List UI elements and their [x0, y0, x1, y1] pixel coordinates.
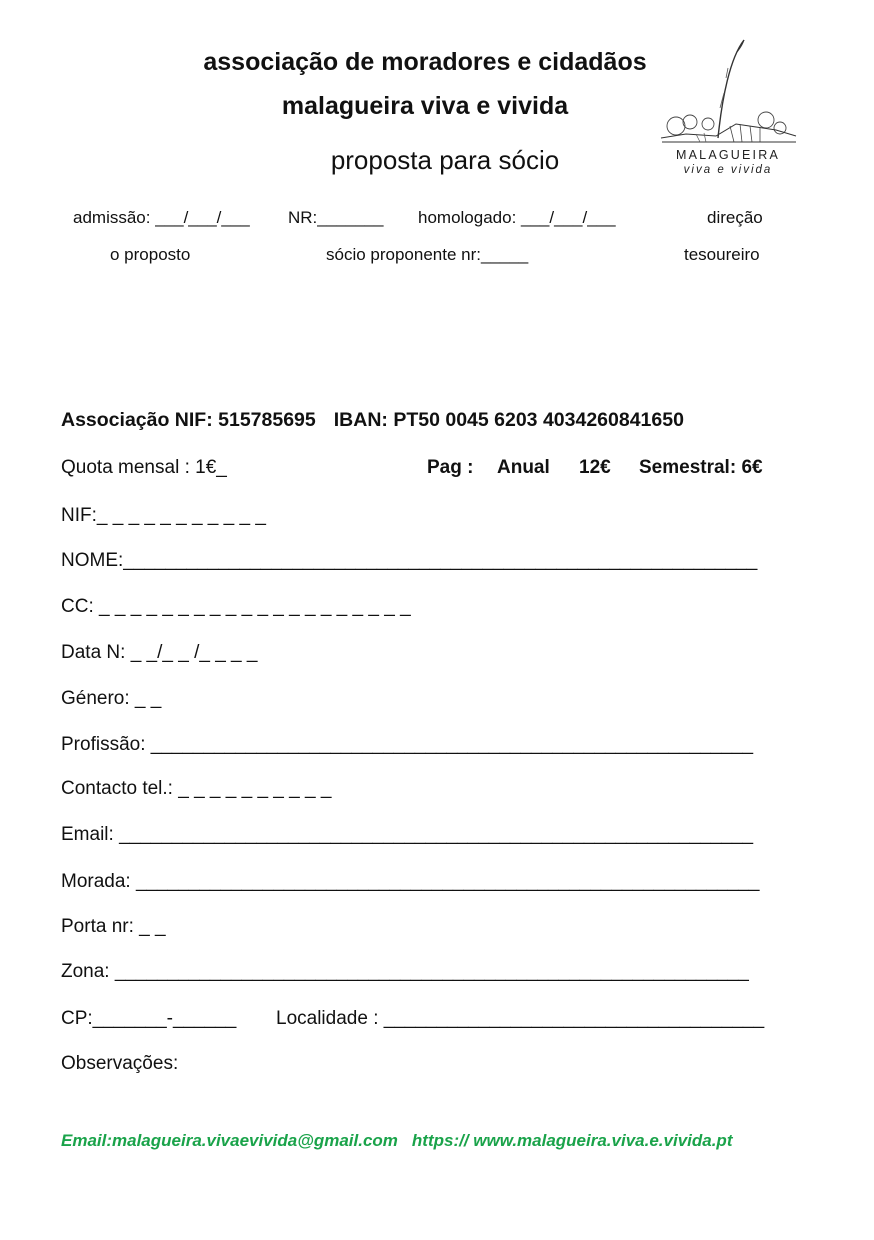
logo-wordmark: MALAGUEIRA: [676, 148, 780, 162]
association-nif-iban: [61, 409, 684, 432]
cp-field[interactable]: CP:_______-______: [61, 1008, 237, 1029]
zona-field[interactable]: Zona: ____________________________________________________________: [61, 961, 749, 982]
porta-nr-field[interactable]: Porta nr: _ _: [61, 916, 166, 937]
contacto-tel-field[interactable]: Contacto tel.: _ _ _ _ _ _ _ _ _ _: [61, 778, 332, 799]
association-iban: IBAN: PT50 0045 6203 4034260841650: [333, 409, 684, 431]
direcao-label: direção: [707, 208, 763, 227]
association-nif: Associação NIF: 515785695: [61, 409, 316, 431]
email-field[interactable]: Email: ____________________________________________________________: [61, 824, 754, 845]
association-title-line2: malagueira viva e vivida: [281, 92, 569, 120]
semestral-label: Semestral: 6€: [639, 457, 763, 478]
cc-field[interactable]: CC: _ _ _ _ _ _ _ _ _ _ _ _ _ _ _ _ _ _ _ _: [61, 596, 411, 617]
genero-field[interactable]: Género: _ _: [61, 688, 162, 709]
footer-website-link[interactable]: https:// www.malagueira.viva.e.vivida.pt: [411, 1131, 733, 1150]
footer-email-link[interactable]: Email:malagueira.vivaevivida@gmail.com: [61, 1131, 398, 1150]
pag-label: Pag :: [427, 457, 474, 478]
logo-tagline: viva e vivida: [683, 164, 773, 176]
homologado-field: homologado: ___/___/___: [418, 208, 616, 227]
malagueira-logo: [656, 38, 800, 180]
nome-field[interactable]: NOME:____________________________________________________________: [61, 550, 758, 571]
footer-contact: [61, 1131, 732, 1151]
nif-field[interactable]: NIF:_ _ _ _ _ _ _ _ _ _ _: [61, 505, 266, 526]
quota-mensal-field: Quota mensal : 1€_: [61, 457, 227, 478]
morada-field[interactable]: Morada: ___________________________________________________________: [61, 871, 760, 892]
anual-label: Anual: [497, 457, 550, 478]
association-title-line1: associação de moradores e cidadãos: [203, 48, 647, 76]
data-nascimento-field[interactable]: Data N: _ _/_ _ /_ _ _ _: [61, 642, 258, 663]
profissao-field[interactable]: Profissão: _________________________________________________________: [61, 734, 754, 755]
observacoes-field[interactable]: Observações:: [61, 1053, 179, 1074]
logo-drawing-icon: [656, 38, 800, 180]
admissao-field: admissão: ___/___/___: [73, 208, 250, 227]
page-subtitle: proposta para sócio: [330, 145, 560, 175]
anual-value: 12€: [579, 457, 611, 478]
socio-proponente-field: sócio proponente nr:_____: [326, 245, 529, 264]
proposto-label: o proposto: [110, 245, 191, 264]
localidade-field[interactable]: Localidade : ____________________________________: [276, 1008, 765, 1029]
tesoureiro-label: tesoureiro: [684, 245, 760, 264]
nr-field: NR:_______: [288, 208, 384, 227]
